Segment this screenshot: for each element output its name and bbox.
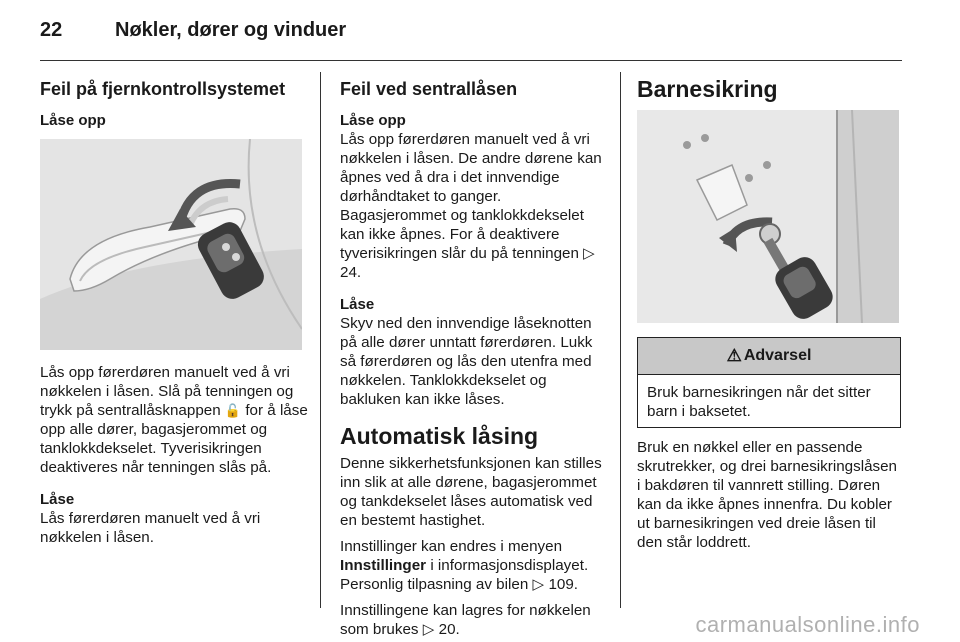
subheading-unlock: Låse opp	[40, 112, 106, 129]
column-1-body	[40, 363, 308, 547]
warning-box	[637, 337, 901, 428]
subheading-lock-2: Låse	[340, 296, 375, 313]
column-3-body	[637, 438, 902, 552]
unlock-text	[40, 363, 308, 477]
settings-ref: 109.	[548, 576, 578, 593]
unlock-text-2	[340, 130, 605, 282]
unlock-ref: 24.	[340, 264, 362, 281]
section-heading-child-lock: Barnesikring	[637, 76, 778, 102]
page-number: 22	[40, 19, 63, 41]
ref-arrow-icon: ▷	[532, 576, 545, 593]
column-3	[637, 76, 902, 102]
settings-text-b: i informasjonsdisplayet. Personlig tilpasning av bilen	[340, 557, 589, 593]
page-title: Nøkler, dører og vinduer	[115, 19, 347, 41]
column-1	[40, 78, 308, 130]
subheading-unlock-2: Låse opp	[340, 112, 406, 129]
store-text-body: Innstillingene kan lagres for nøkkelen som brukes	[340, 602, 591, 638]
unlock-text-2-body: Lås opp førerdøren manuelt ved å vri nøkkelen i låsen. De andre dørene kan åpnes ved å dra i det innvendige dørhåndtaket to ganger. Bagasjerommet og tanklokkdekselet kan ikke åpnes. For å deaktivere tyverisikringen slår du på tenningen	[340, 131, 602, 262]
store-ref: 20.	[438, 621, 460, 638]
ref-arrow-icon: ▷	[422, 621, 435, 638]
section-heading-auto-lock: Automatisk låsing	[340, 423, 539, 449]
store-text	[340, 601, 605, 639]
auto-lock-text: Denne sikkerhetsfunksjonen kan stilles inn slik at alle dørene, bagasjerommet og tankdekselet låses automatisk ved en bestemt hastighet.	[340, 455, 602, 529]
lock-text-2: Skyv ned den innvendige låseknotten på alle dører unntatt førerdøren. Lukk så førerdøren og lås den utenfra med nøkkelen. Tanklokkdekselet og bakluken kan ikke låses.	[340, 315, 593, 408]
warning-header	[638, 338, 900, 375]
unlock-button-icon: 🔓	[224, 403, 242, 418]
subheading-lock: Låse	[40, 491, 75, 508]
settings-menu-name: Innstillinger	[340, 557, 427, 574]
ref-arrow-icon: ▷	[583, 245, 595, 262]
watermark: carmanualsonline.info	[695, 612, 920, 637]
door-handle-illustration	[40, 139, 302, 350]
child-lock-illustration	[637, 110, 899, 323]
warning-title: Advarsel	[743, 347, 812, 364]
unlock-text-part-a: Lås opp førerdøren manuelt ved å vri nøkkelen i låsen. Slå på tenningen og trykk på sentrallåsknappen	[40, 364, 294, 419]
settings-text	[340, 537, 605, 594]
section-heading-central-lock: Feil ved sentrallåsen	[340, 79, 518, 99]
header-rule	[40, 60, 902, 61]
warning-triangle-icon: ⚠	[726, 346, 742, 365]
child-lock-text: Bruk en nøkkel eller en passende skrutrekker, og drei barnesikringslåsen i bakdøren til vannrett stilling. Døren kan da ikke åpnes innenfra. Du kobler ut barnesikringen ved dreie låsen til den står loddrett.	[637, 439, 897, 551]
unlock-text-part-b: for å låse opp alle dører, bagasjerommet og tanklokkdekselet. Tyverisikringen deaktiveres når tenningen slås på.	[40, 402, 308, 476]
settings-text-a: Innstillinger kan endres i menyen	[340, 538, 563, 555]
warning-text: Bruk barnesikringen når det sitter barn i baksetet.	[647, 384, 871, 420]
section-heading-remote: Feil på fjernkontrollsystemet	[40, 79, 286, 99]
column-divider-2	[620, 72, 621, 608]
lock-text: Lås førerdøren manuelt ved å vri nøkkelen i låsen.	[40, 510, 261, 546]
column-divider-1	[320, 72, 321, 608]
column-2	[340, 78, 605, 639]
